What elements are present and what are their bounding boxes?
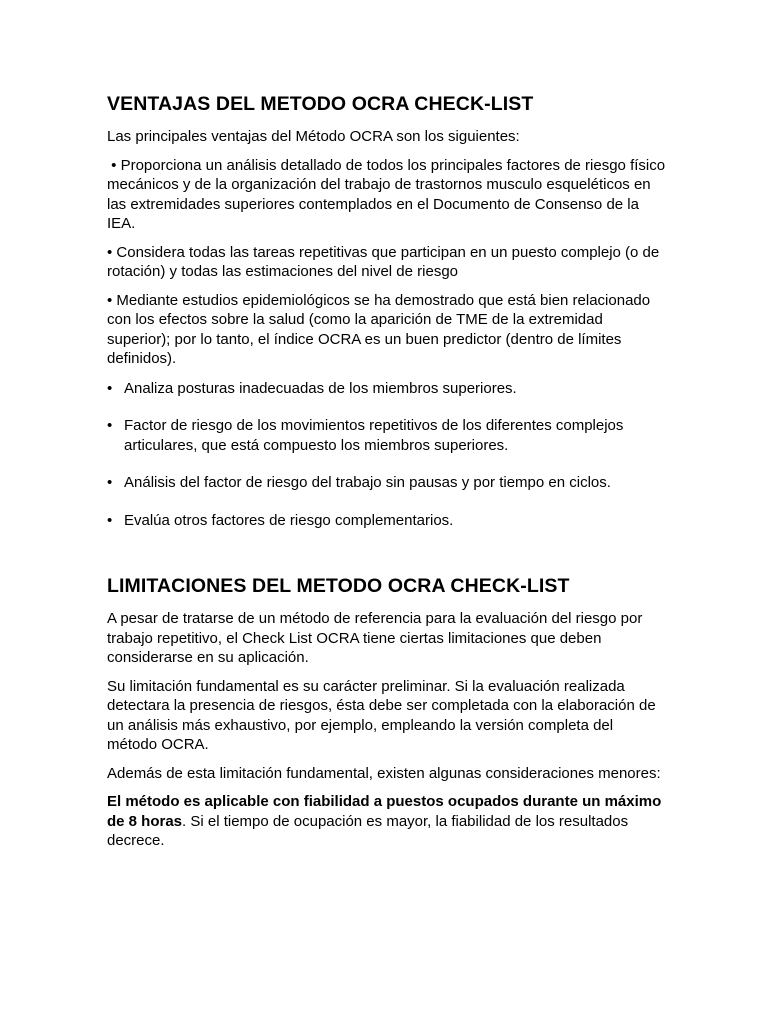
- limitation-paragraph-3: Además de esta limitación fundamental, existen algunas consideraciones menores:: [107, 764, 661, 782]
- statement-continuation: . Si el tiempo de ocupación es mayor, la fiabilidad de los resultados decrece.: [107, 812, 629, 849]
- list-item-text: Evalúa otros factores de riesgo complementarios.: [124, 511, 454, 529]
- advantage-paragraph-3: • Mediante estudios epidemiológicos se ha demostrado que está bien relacionado con los efectos sobre la salud (como la aparición de TME de la extremidad superior); por lo tanto, el índice OCRA es un buen predictor (dentro de límites definidos).: [107, 291, 651, 367]
- advantage-paragraph-1: • Proporciona un análisis detallado de todos los principales factores de riesgo físico mecánicos y de la organización del trabajo de trastornos musculo esqueléticos en las extremidades superiores contemplados en el Documento de Consenso de la IEA.: [107, 156, 670, 232]
- limitation-paragraph-1: A pesar de tratarse de un método de referencia para la evaluación del riesgo por trabajo repetitivo, el Check List OCRA tiene ciertas limitaciones que deben considerarse en su aplicación.: [107, 610, 643, 666]
- list-item: [107, 473, 667, 493]
- list-item: [107, 379, 667, 399]
- list-item-text: Analiza posturas inadecuadas de los miembros superiores.: [124, 379, 517, 397]
- list-item: [107, 416, 667, 455]
- bullet-marker: •: [107, 474, 113, 491]
- limitation-paragraph-2: Su limitación fundamental es su carácter preliminar. Si la evaluación realizada detectara la presencia de riesgos, ésta debe ser completada con la elaboración de un análisis más exhaustivo, por ejemplo, empleando la versión completa del método OCRA.: [107, 677, 656, 753]
- section-title-ventajas: VENTAJAS DEL METODO OCRA CHECK-LIST: [107, 93, 534, 115]
- section-title-limitaciones: LIMITACIONES DEL METODO OCRA CHECK-LIST: [107, 575, 570, 597]
- advantage-paragraph-2: • Considera todas las tareas repetitivas que participan en un puesto complejo (o de rotación) y todas las estimaciones del nivel de riesgo: [107, 243, 660, 280]
- limitation-paragraph-4: [107, 792, 667, 851]
- bullet-marker: •: [107, 379, 113, 397]
- intro-paragraph: Las principales ventajas del Método OCRA son los siguientes:: [107, 128, 520, 145]
- bullet-marker: •: [107, 511, 113, 529]
- bold-statement: El método es aplicable con fiabilidad a puestos ocupados durante un máximo de 8 horas: [107, 793, 662, 830]
- list-item: [107, 511, 667, 531]
- list-item-text: Factor de riesgo de los movimientos repetitivos de los diferentes complejos articulares, que está compuesto los miembros superiores.: [124, 417, 624, 454]
- advantage-bullet-list: [107, 379, 667, 531]
- bullet-marker: •: [107, 417, 113, 434]
- list-item-text: Análisis del factor de riesgo del trabajo sin pausas y por tiempo en ciclos.: [124, 474, 611, 491]
- document-page: [107, 92, 670, 860]
